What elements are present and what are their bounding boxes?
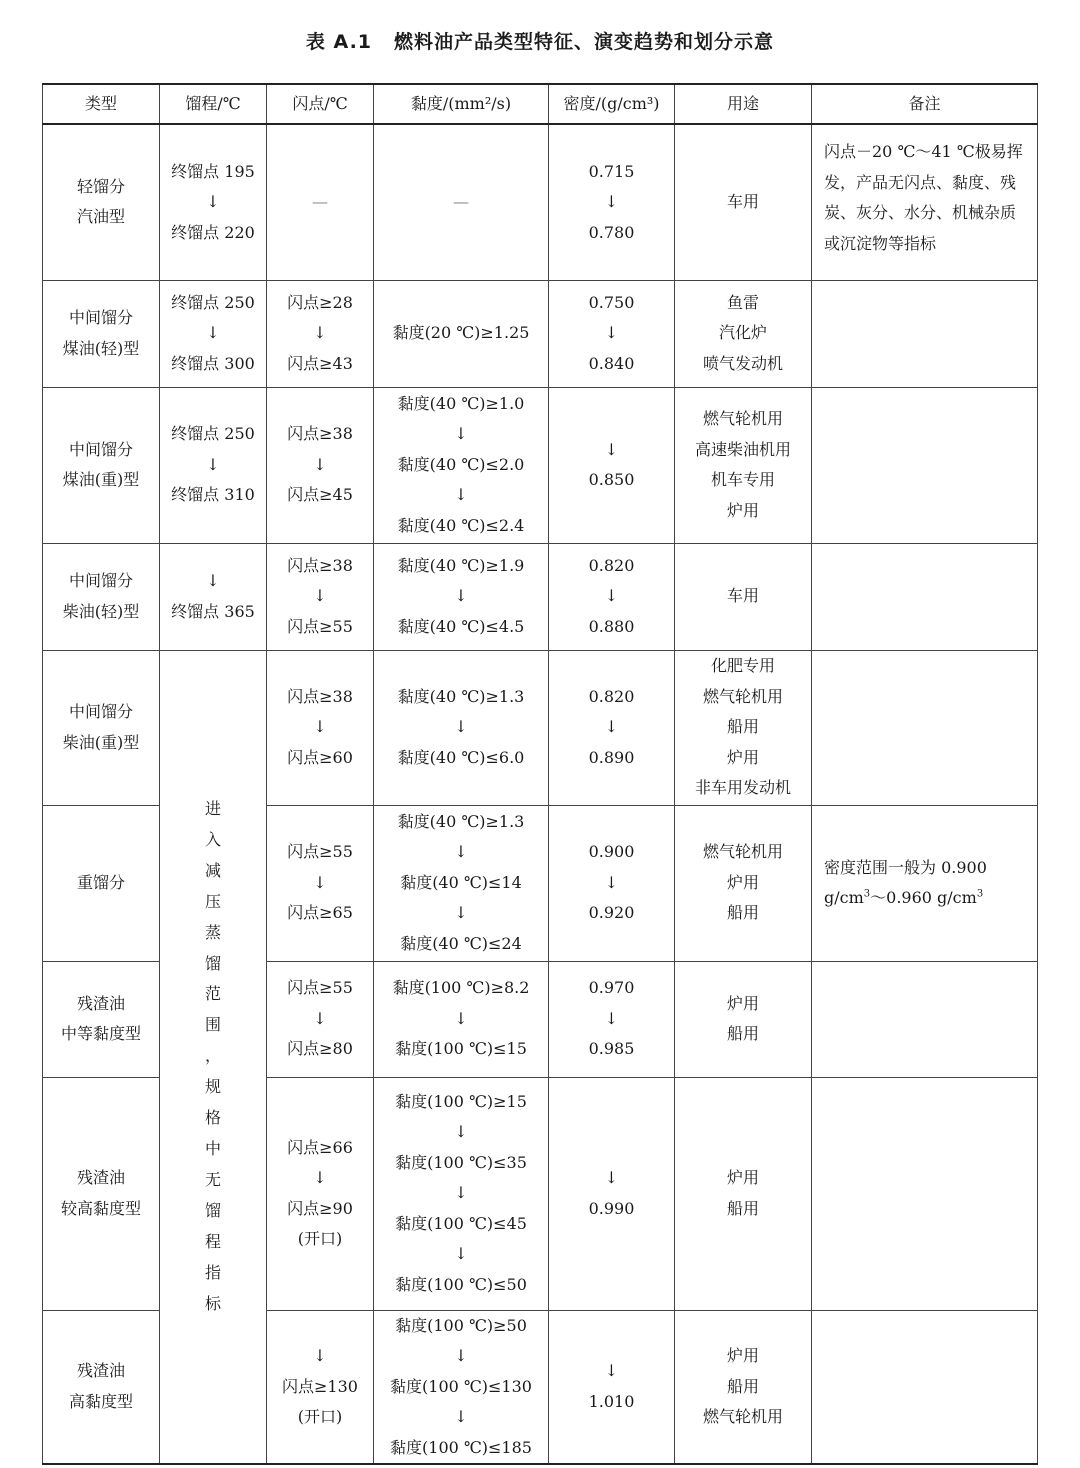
cell-distillation (160, 280, 267, 387)
header-density: 密度/(g/cm³) (549, 84, 675, 124)
cell-viscosity (374, 124, 549, 280)
viscosity-text: 黏度(40 ℃)≤14 (400, 872, 522, 892)
cell-type (43, 961, 160, 1077)
down-arrow: ↓ (313, 323, 327, 343)
down-arrow: ↓ (454, 424, 468, 444)
cell-note (812, 280, 1038, 387)
down-arrow: ↓ (313, 717, 327, 737)
cell-density (549, 805, 675, 961)
cell-note (812, 1077, 1038, 1310)
cell-use (675, 387, 812, 543)
type-text: 中间馏分 (68, 571, 133, 590)
down-arrow: ↓ (454, 1122, 468, 1142)
dash-text: — (312, 192, 328, 211)
cell-type (43, 1077, 160, 1310)
flash-text: 闪点≥28 (287, 292, 353, 312)
use-text: 船用 (726, 1376, 759, 1396)
flash-text: (开口) (297, 1407, 343, 1426)
vertical-char: 规 (204, 1077, 221, 1097)
cell-flash-point (267, 543, 374, 650)
viscosity-text: 黏度(100 ℃)≤15 (395, 1039, 527, 1059)
type-text: 柴油(重)型 (62, 732, 140, 752)
use-text: 燃气轮机用 (702, 1407, 783, 1426)
use-text: 船用 (726, 717, 759, 737)
vertical-char: 程 (204, 1231, 221, 1251)
down-arrow: ↓ (206, 323, 220, 343)
use-text: 燃气轮机用 (702, 409, 783, 428)
cell-flash-point (267, 124, 374, 280)
down-arrow: ↓ (454, 1407, 468, 1426)
viscosity-text: 黏度(40 ℃)≤4.5 (397, 616, 525, 636)
viscosity-text: 黏度(40 ℃)≤2.4 (397, 515, 525, 535)
cell-density (549, 280, 675, 387)
viscosity-text: 黏度(40 ℃)≥1.0 (397, 393, 525, 413)
cell-flash-point (267, 1310, 374, 1464)
cell-viscosity (374, 387, 549, 543)
cell-use (675, 543, 812, 650)
use-text: 化肥专用 (710, 656, 775, 676)
down-arrow: ↓ (454, 1346, 468, 1365)
type-text: 煤油(重)型 (62, 470, 140, 489)
cell-note (812, 387, 1038, 543)
type-text: 重馏分 (76, 872, 125, 892)
down-arrow: ↓ (604, 439, 619, 459)
down-arrow: ↓ (206, 454, 220, 474)
flash-text: 闪点≥55 (287, 842, 353, 862)
cell-type (43, 387, 160, 543)
down-arrow: ↓ (206, 571, 220, 590)
use-text: 炉用 (726, 872, 759, 892)
down-arrow: ↓ (313, 1168, 327, 1187)
viscosity-text: 黏度(40 ℃)≤2.0 (397, 454, 525, 474)
density-text: 0.920 (588, 903, 635, 923)
flash-text: (开口) (297, 1229, 343, 1248)
density-text: 0.715 (588, 161, 635, 181)
use-text: 船用 (726, 903, 759, 923)
header-viscosity: 黏度/(mm²/s) (374, 84, 549, 124)
viscosity-text: 黏度(100 ℃)≥15 (395, 1091, 527, 1111)
note-text: cm (839, 888, 864, 907)
use-text: 鱼雷 (726, 292, 759, 312)
cell-viscosity (374, 961, 549, 1077)
flash-text: 闪点≥55 (287, 616, 353, 636)
distillation-text: 终馏点 250 (171, 424, 255, 444)
use-text: 非车用发动机 (694, 778, 791, 798)
cell-type (43, 280, 160, 387)
density-text: 0.890 (588, 747, 635, 767)
down-arrow: ↓ (454, 1183, 468, 1203)
use-text: 炉用 (726, 747, 759, 767)
down-arrow: ↓ (604, 192, 619, 211)
type-text: 煤油(轻)型 (62, 338, 140, 358)
viscosity-text: 黏度(100 ℃)≤130 (390, 1376, 532, 1396)
viscosity-text: 黏度(100 ℃)≤35 (395, 1152, 527, 1172)
cell-viscosity (374, 1077, 549, 1310)
use-text: 高速柴油机用 (694, 439, 791, 459)
vertical-char: 格 (204, 1108, 221, 1128)
flash-text: 闪点≥45 (287, 485, 353, 505)
use-text: 炉用 (726, 1346, 759, 1365)
down-arrow: ↓ (454, 842, 468, 862)
viscosity-text: 黏度(40 ℃)≥1.3 (397, 686, 525, 706)
density-text: 0.780 (588, 222, 635, 242)
density-text: 0.840 (588, 353, 635, 373)
density-text: 0.985 (588, 1039, 635, 1059)
type-text: 柴油(轻)型 (62, 601, 140, 621)
density-text: 0.820 (588, 555, 635, 575)
distillation-text: 终馏点 220 (171, 222, 255, 242)
down-arrow: ↓ (454, 903, 468, 923)
flash-text: 闪点≥66 (287, 1137, 353, 1157)
note-superscript: 3 (863, 888, 871, 900)
cell-note (812, 124, 1038, 280)
cell-use (675, 280, 812, 387)
down-arrow: ↓ (604, 1168, 619, 1187)
down-arrow: ↓ (604, 1008, 619, 1028)
cell-viscosity (374, 543, 549, 650)
type-text: 高黏度型 (68, 1391, 133, 1411)
table-row (43, 650, 1038, 805)
type-text: 较高黏度型 (60, 1198, 141, 1218)
density-text: 0.820 (588, 686, 635, 706)
density-text: 0.850 (588, 470, 635, 489)
flash-text: 闪点≥38 (287, 555, 353, 575)
cell-viscosity (374, 1310, 549, 1464)
cell-type (43, 650, 160, 805)
cell-use (675, 961, 812, 1077)
down-arrow: ↓ (313, 586, 327, 606)
cell-use (675, 124, 812, 280)
table-row (43, 387, 1038, 543)
table-row (43, 280, 1038, 387)
type-text: 中间馏分 (68, 308, 133, 327)
table-number: 表 A.1 (305, 31, 373, 53)
cell-use (675, 650, 812, 805)
flash-text: 闪点≥90 (287, 1198, 353, 1218)
viscosity-text: 黏度(100 ℃)≤185 (390, 1437, 532, 1457)
down-arrow: ↓ (454, 1008, 468, 1028)
down-arrow: ↓ (604, 717, 619, 737)
use-text: 汽化炉 (718, 323, 767, 343)
cell-note (812, 961, 1038, 1077)
vertical-char: 中 (204, 1139, 221, 1159)
density-text: 0.970 (588, 978, 635, 998)
vertical-char: 围 (204, 1015, 221, 1035)
distillation-text: 终馏点 310 (171, 485, 255, 505)
dash-text: — (453, 192, 469, 211)
vertical-char: 范 (204, 984, 221, 1004)
note-superscript: 3 (976, 888, 984, 900)
down-arrow: ↓ (313, 1008, 327, 1028)
cell-distillation (160, 543, 267, 650)
cell-flash-point (267, 280, 374, 387)
type-text: 残渣油 (76, 1361, 125, 1381)
down-arrow: ↓ (604, 586, 619, 606)
header-note: 备注 (812, 84, 1038, 124)
cell-use (675, 805, 812, 961)
note-text: 密度范围一般为 0.900 g/ (824, 858, 987, 907)
header-distillation: 馏程/℃ (160, 84, 267, 124)
down-arrow: ↓ (454, 485, 468, 505)
vertical-char: 压 (204, 891, 221, 911)
use-text: 车用 (726, 192, 759, 211)
use-text: 燃气轮机用 (702, 842, 783, 862)
vertical-char: 标 (204, 1293, 221, 1313)
type-text: 残渣油 (76, 993, 125, 1013)
down-arrow: ↓ (454, 586, 468, 606)
cell-viscosity (374, 805, 549, 961)
fuel-oil-table (42, 83, 1038, 1465)
viscosity-text: 黏度(40 ℃)≤24 (400, 933, 522, 953)
type-text: 汽油型 (76, 207, 125, 227)
vertical-char: 无 (204, 1169, 221, 1189)
density-text: 1.010 (588, 1391, 635, 1411)
vertical-char: ， (204, 1046, 221, 1066)
viscosity-text: 黏度(40 ℃)≥1.3 (397, 811, 525, 831)
cell-flash-point (267, 650, 374, 805)
cell-note (812, 805, 1038, 961)
viscosity-text: 黏度(100 ℃)≤50 (395, 1274, 527, 1294)
cell-flash-point (267, 387, 374, 543)
cell-density (549, 387, 675, 543)
cell-distillation (160, 124, 267, 280)
viscosity-text: 黏度(100 ℃)≥50 (395, 1315, 527, 1335)
cell-viscosity (374, 650, 549, 805)
table-title (0, 27, 1080, 54)
down-arrow: ↓ (313, 454, 327, 474)
viscosity-text: 黏度(100 ℃)≤45 (395, 1213, 527, 1233)
down-arrow: ↓ (206, 192, 220, 211)
flash-text: 闪点≥65 (287, 903, 353, 923)
density-text: 0.750 (588, 292, 635, 312)
note-text: 闪点－20 ℃～41 ℃极易挥发，产品无闪点、黏度、残炭、灰分、水分、机械杂质或沉淀物等指标 (824, 142, 1023, 253)
use-text: 燃气轮机用 (702, 686, 783, 706)
type-text: 轻馏分 (76, 176, 125, 196)
use-text: 喷气发动机 (702, 353, 783, 373)
down-arrow: ↓ (604, 872, 619, 892)
cell-distillation (160, 387, 267, 543)
down-arrow: ↓ (313, 872, 327, 892)
type-text: 中间馏分 (68, 439, 133, 459)
header-row (43, 84, 1038, 124)
viscosity-text: 黏度(40 ℃)≤6.0 (397, 747, 525, 767)
vertical-char: 入 (204, 829, 221, 849)
cell-viscosity (374, 280, 549, 387)
vertical-char: 减 (204, 860, 221, 880)
down-arrow: ↓ (454, 1244, 468, 1264)
cell-type (43, 543, 160, 650)
type-text: 中间馏分 (68, 702, 133, 721)
cell-type (43, 805, 160, 961)
cell-density (549, 650, 675, 805)
use-text: 船用 (726, 1198, 759, 1218)
cell-density (549, 124, 675, 280)
cell-type (43, 1310, 160, 1464)
cell-use (675, 1077, 812, 1310)
flash-text: 闪点≥55 (287, 978, 353, 998)
use-text: 炉用 (726, 993, 759, 1013)
header-use: 用途 (675, 84, 812, 124)
density-text: 0.880 (588, 616, 635, 636)
flash-text: 闪点≥43 (287, 353, 353, 373)
cell-density (549, 543, 675, 650)
viscosity-text: 黏度(100 ℃)≥8.2 (392, 978, 530, 998)
header-flash-point: 闪点/℃ (267, 84, 374, 124)
table-caption: 燃料油产品类型特征、演变趋势和划分示意 (394, 31, 775, 53)
density-text: 0.990 (588, 1198, 635, 1218)
viscosity-text: 黏度(40 ℃)≥1.9 (397, 555, 525, 575)
cell-flash-point (267, 961, 374, 1077)
distillation-text: 终馏点 365 (171, 601, 255, 621)
use-text: 车用 (726, 586, 759, 606)
note-text: ～0.960 g/cm (870, 888, 977, 907)
use-text: 机车专用 (710, 470, 775, 489)
flash-text: 闪点≥38 (287, 424, 353, 444)
cell-use (675, 1310, 812, 1464)
distillation-text: 终馏点 300 (171, 353, 255, 373)
vertical-char: 指 (204, 1262, 221, 1282)
cell-density (549, 961, 675, 1077)
type-text: 残渣油 (76, 1168, 125, 1187)
distillation-text: 终馏点 195 (171, 161, 255, 181)
viscosity-text: 黏度(20 ℃)≥1.25 (392, 323, 530, 343)
density-text: 0.900 (588, 842, 635, 862)
cell-note (812, 650, 1038, 805)
table-row (43, 543, 1038, 650)
down-arrow: ↓ (604, 1361, 619, 1381)
header-type: 类型 (43, 84, 160, 124)
cell-flash-point (267, 805, 374, 961)
use-text: 船用 (726, 1024, 759, 1043)
flash-text: 闪点≥38 (287, 686, 353, 706)
cell-density (549, 1310, 675, 1464)
down-arrow: ↓ (454, 717, 468, 737)
distillation-text: 终馏点 250 (171, 292, 255, 312)
type-text: 中等黏度型 (60, 1024, 141, 1043)
cell-note (812, 543, 1038, 650)
flash-text: 闪点≥80 (287, 1039, 353, 1059)
vertical-char: 馏 (204, 953, 221, 973)
vertical-char: 蒸 (204, 922, 221, 942)
table-row (43, 124, 1038, 280)
flash-text: 闪点≥130 (282, 1376, 358, 1396)
cell-note (812, 1310, 1038, 1464)
vertical-char: 进 (204, 799, 221, 819)
use-text: 炉用 (726, 1168, 759, 1187)
down-arrow: ↓ (604, 323, 619, 343)
down-arrow: ↓ (313, 1346, 327, 1365)
cell-distillation-merged (160, 650, 267, 1464)
use-text: 炉用 (726, 500, 759, 520)
vertical-char: 馏 (204, 1200, 221, 1220)
cell-type (43, 124, 160, 280)
cell-flash-point (267, 1077, 374, 1310)
cell-density (549, 1077, 675, 1310)
flash-text: 闪点≥60 (287, 747, 353, 767)
